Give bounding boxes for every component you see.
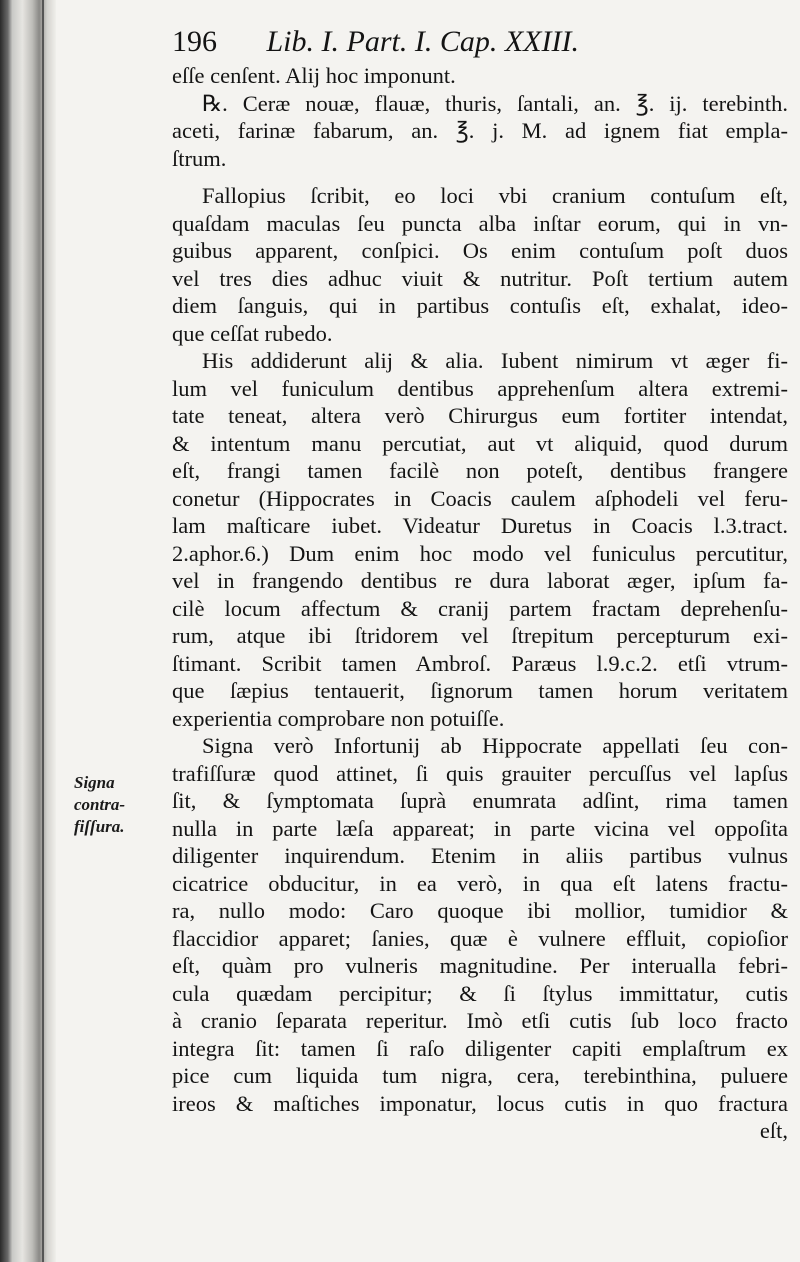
text-line: cicatrice obducitur, in ea verò, in qua eſt latens fractu- [172, 870, 788, 896]
text-line: nulla in parte læſa appareat; in parte vicina vel oppoſita [172, 815, 788, 841]
text-line: flaccidior apparet; ſanies, quæ è vulnere effluit, copioſior [172, 925, 788, 951]
marginal-note [74, 772, 170, 838]
marginal-note-line: contra- [74, 795, 125, 814]
text-line: ſtrum. [172, 145, 227, 171]
text-line: lum vel funiculum dentibus apprehenſum altera extremi- [172, 375, 788, 401]
text-line: ireos & maſtiches imponatur, locus cutis in quo fractura [172, 1090, 788, 1116]
text-line: conetur (Hippocrates in Coacis caulem aſphodeli vel feru- [172, 485, 788, 511]
text-line: tate teneat, altera verò Chirurgus eum fortiter intendat, [172, 403, 788, 428]
text-line: experientia comprobare non potuiſſe. [172, 705, 505, 731]
text-line: ſtimant. Scribit tamen Ambroſ. Paræus l.9.c.2. etſi vtrum- [172, 650, 788, 676]
page-gutter-shadow [0, 0, 56, 1262]
text-line: His addiderunt alij & alia. Iubent nimirum vt æger fi- [202, 348, 788, 373]
text-line: cula quædam percipitur; & ſi ſtylus immittatur, cutis [172, 980, 788, 1006]
marginal-note-line: fiſſura. [74, 817, 125, 836]
marginal-note-line: Signa [74, 773, 115, 792]
text-line: 2.aphor.6.) Dum enim hoc modo vel funiculus percutitur, [172, 540, 788, 566]
text-line: rum, atque ibi ſtridorem vel ſtrepitum percepturum exi- [172, 623, 788, 648]
text-line: & intentum manu percutiat, aut vt aliquid, quod durum [172, 430, 788, 456]
text-line: eſſe cenſent. Alij hoc imponunt. [172, 63, 456, 88]
text-line: ſit, & ſymptomata ſuprà enumrata adſint, rima tamen [172, 788, 788, 813]
text-line: quaſdam maculas ſeu puncta alba inſtar eorum, qui in vn- [172, 210, 788, 236]
text-line: diligenter inquirendum. Etenim in aliis partibus vulnus [172, 843, 788, 868]
text-line: que ſæpius tentauerit, ſignorum tamen horum veritatem [172, 678, 788, 703]
text-line: vel in frangendo dentibus re dura laborat æger, ipſum fa- [172, 568, 788, 593]
text-line: lam maſticare iubet. Videatur Duretus in Coacis l.3.tract. [172, 513, 788, 538]
text-line: trafiſſuræ quod attinet, ſi quis grauiter percuſſus vel lapſus [172, 760, 788, 786]
text-line: aceti, farinæ fabarum, an. ℥. j. M. ad ignem fiat empla- [172, 118, 788, 143]
gutter-edge-line [42, 0, 44, 1262]
text-line: cilè locum affectum & cranij partem fractam deprehenſu- [172, 595, 788, 621]
page-number: 196 [172, 25, 217, 58]
text-line: vel tres dies adhuc viuit & nutritur. Poſt tertium autem [172, 265, 788, 291]
text-line: ra, nullo modo: Caro quoque ibi mollior, tumidior & [172, 898, 788, 923]
text-line: integra ſit: tamen ſi raſo diligenter capiti emplaſtrum ex [172, 1035, 788, 1061]
text-line: ℞. Ceræ nouæ, flauæ, thuris, ſantali, an. ℥. ij. terebinth. [202, 90, 788, 116]
text-line: Fallopius ſcribit, eo loci vbi cranium contuſum eſt, [202, 183, 788, 208]
text-line: Signa verò Infortunij ab Hippocrate appellati ſeu con- [202, 733, 788, 758]
text-line: que ceſſat rubedo. [172, 320, 333, 346]
body-text [172, 62, 788, 1145]
running-header [172, 22, 692, 62]
text-line: guibus apparent, conſpici. Os enim contuſum poſt duos [172, 238, 788, 263]
text-line: pice cum liquida tum nigra, cera, terebinthina, puluere [172, 1063, 788, 1088]
catchword: eſt, [759, 1118, 788, 1143]
text-line: à cranio ſeparata reperitur. Imò etſi cutis ſub loco fracto [172, 1008, 788, 1033]
text-line: eſt, frangi tamen facilè non poteſt, dentibus frangere [172, 458, 788, 483]
running-title: Lib. I. Part. I. Cap. XXIII. [266, 25, 579, 58]
text-line: diem ſanguis, qui in partibus contuſis eſt, exhalat, ideo- [172, 293, 788, 318]
text-line: eſt, quàm pro vulneris magnitudine. Per interualla febri- [172, 953, 788, 978]
